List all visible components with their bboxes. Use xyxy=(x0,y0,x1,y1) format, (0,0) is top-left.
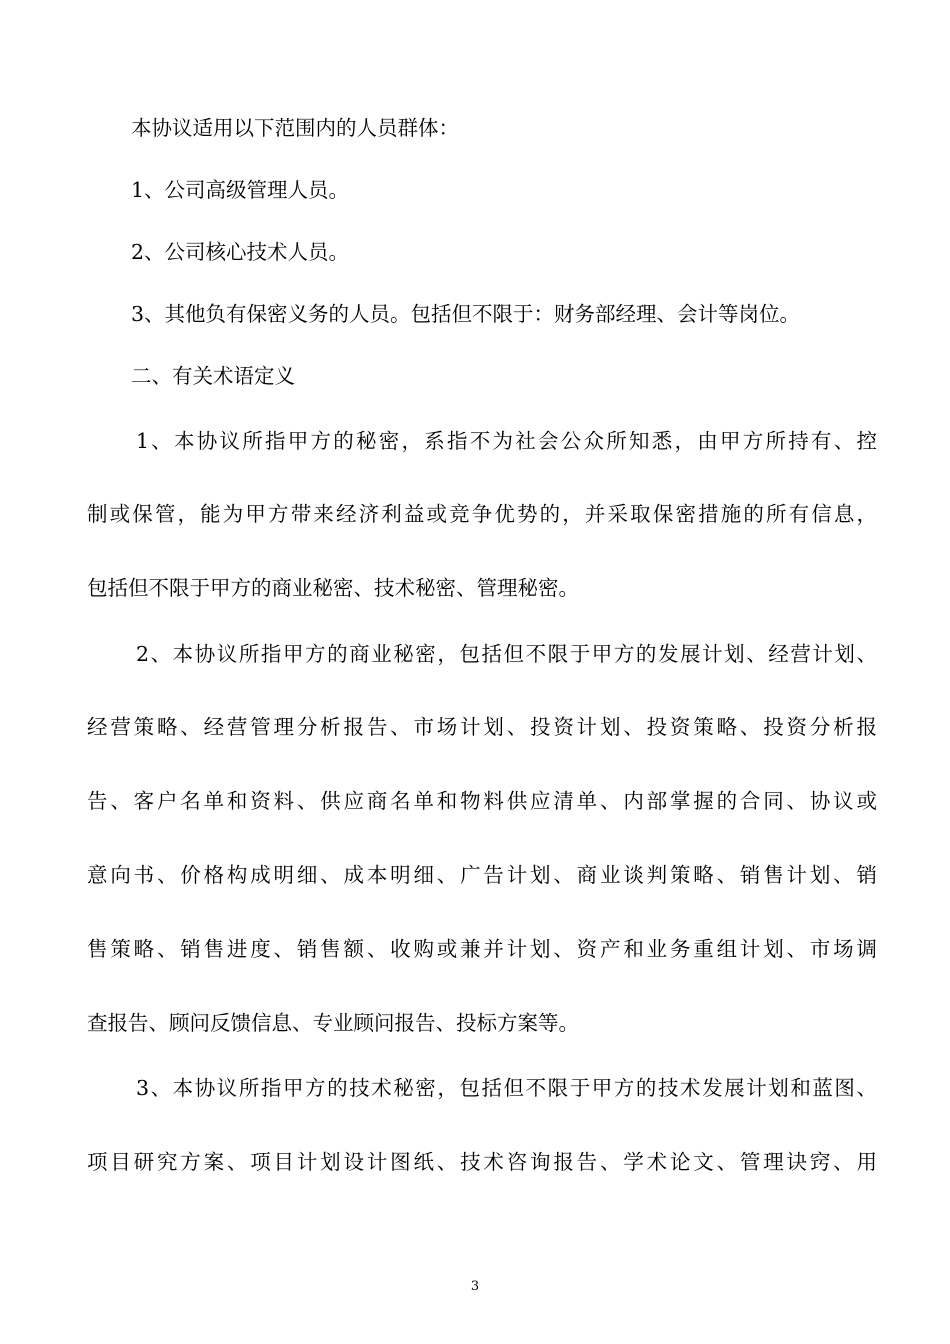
definition-2-line-5: 售策略、销售进度、销售额、收购或兼并计划、资产和业务重组计划、市场调 xyxy=(87,937,877,961)
definition-2-line-2: 经营策略、经营管理分析报告、市场计划、投资计划、投资策略、投资分析报 xyxy=(87,715,877,739)
definition-3-line-1: 3、本协议所指甲方的技术秘密，包括但不限于甲方的技术发展计划和蓝图、 xyxy=(136,1076,877,1100)
scope-item-2: 2、公司核心技术人员。 xyxy=(131,240,350,264)
definition-3-line-2: 项目研究方案、项目计划设计图纸、技术咨询报告、学术论文、管理诀窍、用 xyxy=(87,1150,877,1174)
definition-2-line-6: 查报告、顾问反馈信息、专业顾问报告、投标方案等。 xyxy=(87,1011,579,1035)
page-number: 3 xyxy=(470,1279,480,1294)
definition-1-line-1: 1、本协议所指甲方的秘密，系指不为社会公众所知悉，由甲方所持有、控 xyxy=(136,429,877,453)
scope-item-3: 3、其他负有保密义务的人员。包括但不限于：财务部经理、会计等岗位。 xyxy=(131,302,801,326)
definition-2-line-1: 2、本协议所指甲方的商业秘密，包括但不限于甲方的发展计划、经营计划、 xyxy=(136,642,877,666)
section-heading-definitions: 二、有关术语定义 xyxy=(131,364,295,388)
scope-item-1: 1、公司高级管理人员。 xyxy=(131,178,350,202)
definition-1-line-2: 制或保管，能为甲方带来经济利益或竞争优势的，并采取保密措施的所有信息， xyxy=(87,502,877,526)
definition-1-line-3: 包括但不限于甲方的商业秘密、技术秘密、管理秘密。 xyxy=(87,576,579,600)
scope-intro: 本协议适用以下范围内的人员群体： xyxy=(131,116,459,140)
definition-2-line-4: 意向书、价格构成明细、成本明细、广告计划、商业谈判策略、销售计划、销 xyxy=(87,863,877,887)
definition-2-line-3: 告、客户名单和资料、供应商名单和物料供应清单、内部掌握的合同、协议或 xyxy=(87,789,877,813)
